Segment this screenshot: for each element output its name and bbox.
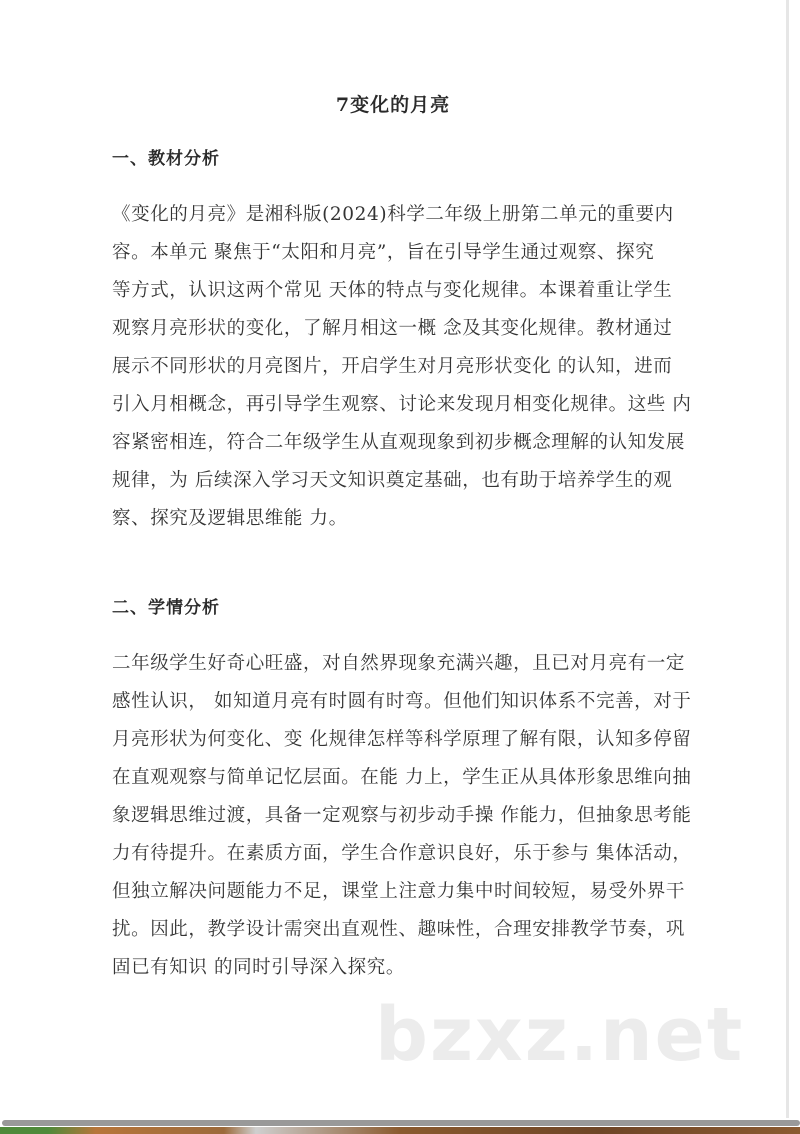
text-line: 月亮形状为何变化、变 化规律怎样等科学原理了解有限，认知多停留 <box>112 729 692 750</box>
background-strip <box>0 1127 800 1134</box>
text-line: 扰。因此，教学设计需突出直观性、趣味性，合理安排教学节奏，巩 <box>112 919 686 940</box>
text-line: 容。本单元 聚焦于“太阳和月亮”，旨在引导学生通过观察、探究 <box>112 242 655 263</box>
text-line: 察、探究及逻辑思维能 力。 <box>112 508 348 529</box>
paragraph-student-analysis <box>112 645 692 987</box>
text-line: 力有待提升。在素质方面，学生合作意识良好，乐于参与 集体活动， <box>112 843 692 864</box>
text-line: 在直观观察与简单记忆层面。在能 力上，学生正从具体形象思维向抽 <box>112 767 692 788</box>
text-line: 引入月相概念，再引导学生观察、讨论来发现月相变化规律。这些 内 <box>112 394 692 415</box>
text-line: 等方式，认识这两个常见 天体的特点与变化规律。本课着重让学生 <box>112 280 673 301</box>
text-line: 但独立解决问题能力不足，课堂上注意力集中时间较短，易受外界干 <box>112 881 686 902</box>
section-heading: 二、学情分析 <box>112 598 220 618</box>
text-line: 规律，为 后续深入学习天文知识奠定基础，也有助于培养学生的观 <box>112 470 673 491</box>
paragraph-textbook-analysis <box>112 196 692 538</box>
text-line: 二年级学生好奇心旺盛，对自然界现象充满兴趣，且已对月亮有一定 <box>112 653 686 674</box>
text-line: 观察月亮形状的变化，了解月相这一概 念及其变化规律。教材通过 <box>112 318 673 339</box>
document-title: 7变化的月亮 <box>335 94 451 116</box>
text-line: 容紧密相连，符合二年级学生从直观现象到初步概念理解的认知发展 <box>112 432 686 453</box>
section-heading: 一、教材分析 <box>112 149 220 169</box>
text-line: 《变化的月亮》是湘科版(2024)科学二年级上册第二单元的重要内 <box>112 204 674 225</box>
text-line: 象逻辑思维过渡，具备一定观察与初步动手操 作能力，但抽象思考能 <box>112 805 692 826</box>
text-line: 固已有知识 的同时引导深入探究。 <box>112 957 405 978</box>
text-line: 展示不同形状的月亮图片，开启学生对月亮形状变化 的认知，进而 <box>112 356 673 377</box>
horizontal-scrollbar[interactable] <box>2 1120 800 1126</box>
text-line: 感性认识， 如知道月亮有时圆有时弯。但他们知识体系不完善，对于 <box>112 691 692 712</box>
watermark: bzxz.net <box>375 992 745 1078</box>
